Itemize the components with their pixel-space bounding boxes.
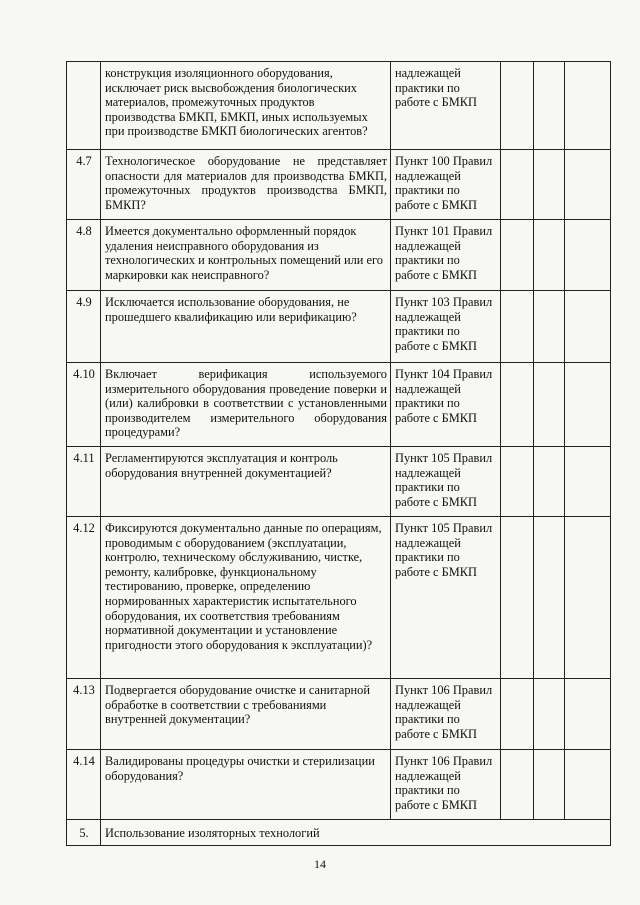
answer-cell-yes[interactable]	[501, 62, 534, 150]
table-row	[67, 62, 611, 150]
page-number: 14	[314, 857, 326, 871]
question-text: Валидированы процедуры очистки и стерилизации оборудования?	[101, 750, 391, 820]
answer-cell-yes[interactable]	[501, 517, 534, 679]
answer-cell-no[interactable]	[534, 750, 565, 820]
answer-cell-note[interactable]	[565, 150, 611, 220]
question-text: Имеется документально оформленный порядок удаления неисправного оборудования из технологических и контрольных помещений или его маркировки как неисправного?	[101, 220, 391, 291]
answer-cell-no[interactable]	[534, 517, 565, 679]
table-row	[67, 447, 611, 517]
reference-text: Пункт 105 Правил надлежащей практики по работе с БМКП	[391, 447, 501, 517]
answer-cell-no[interactable]	[534, 363, 565, 447]
table-row	[67, 363, 611, 447]
answer-cell-yes[interactable]	[501, 363, 534, 447]
table-row	[67, 517, 611, 679]
item-number: 4.13	[67, 679, 101, 750]
item-number: 4.12	[67, 517, 101, 679]
question-text: Подвергается оборудование очистке и санитарной обработке в соответствии с требованиями внутренней документации?	[101, 679, 391, 750]
reference-text: Пункт 106 Правил надлежащей практики по работе с БМКП	[391, 750, 501, 820]
answer-cell-no[interactable]	[534, 150, 565, 220]
reference-text: Пункт 103 Правил надлежащей практики по работе с БМКП	[391, 291, 501, 363]
answer-cell-yes[interactable]	[501, 750, 534, 820]
answer-cell-note[interactable]	[565, 363, 611, 447]
answer-cell-no[interactable]	[534, 447, 565, 517]
answer-cell-no[interactable]	[534, 291, 565, 363]
reference-text: надлежащей практики по работе с БМКП	[391, 62, 501, 150]
reference-text: Пункт 105 Правил надлежащей практики по работе с БМКП	[391, 517, 501, 679]
item-number: 4.9	[67, 291, 101, 363]
question-text: Регламентируются эксплуатация и контроль оборудования внутренней документацией?	[101, 447, 391, 517]
table-row	[67, 679, 611, 750]
answer-cell-no[interactable]	[534, 220, 565, 291]
answer-cell-note[interactable]	[565, 220, 611, 291]
answer-cell-yes[interactable]	[501, 679, 534, 750]
question-text: Технологическое оборудование не представляет опасности для материалов для производства БМКП, промежуточных продуктов производства БМКП, БМКП?	[101, 150, 391, 220]
answer-cell-no[interactable]	[534, 679, 565, 750]
item-number: 4.14	[67, 750, 101, 820]
table-row	[67, 291, 611, 363]
item-number: 4.11	[67, 447, 101, 517]
table-row	[67, 750, 611, 820]
answer-cell-note[interactable]	[565, 679, 611, 750]
section-row	[67, 820, 611, 846]
item-number: 4.10	[67, 363, 101, 447]
answer-cell-yes[interactable]	[501, 447, 534, 517]
checklist-table	[66, 61, 611, 846]
answer-cell-no[interactable]	[534, 62, 565, 150]
answer-cell-note[interactable]	[565, 517, 611, 679]
question-text: Включает верификация используемого измерительного оборудования проведение поверки и (или) калибровки в соответствии с установленными производителем измерительного оборудования процедурами?	[101, 363, 391, 447]
item-number: 4.7	[67, 150, 101, 220]
question-text: Фиксируются документально данные по операциям, проводимым с оборудованием (эксплуатации, контролю, техническому обслуживанию, чистке, ремонту, калибровке, функциональному тестированию, проверке, определению нормированных характеристик испытательного оборудования, их соответствия требованиям нормативной документации и установление пригодности этого оборудования к эксплуатации)?	[101, 517, 391, 679]
answer-cell-note[interactable]	[565, 62, 611, 150]
answer-cell-note[interactable]	[565, 750, 611, 820]
table-row	[67, 150, 611, 220]
item-number: 4.8	[67, 220, 101, 291]
answer-cell-note[interactable]	[565, 447, 611, 517]
question-text: конструкция изоляционного оборудования, исключает риск высвобождения биологических материалов, промежуточных продуктов производства БМКП, БМКП, иных используемых при производстве БМКП биологических агентов?	[101, 62, 391, 150]
answer-cell-yes[interactable]	[501, 291, 534, 363]
reference-text: Пункт 106 Правил надлежащей практики по работе с БМКП	[391, 679, 501, 750]
section-number: 5.	[67, 820, 101, 846]
reference-text: Пункт 104 Правил надлежащей практики по работе с БМКП	[391, 363, 501, 447]
reference-text: Пункт 101 Правил надлежащей практики по работе с БМКП	[391, 220, 501, 291]
answer-cell-yes[interactable]	[501, 220, 534, 291]
question-text: Исключается использование оборудования, не прошедшего квалификацию или верификацию?	[101, 291, 391, 363]
section-title: Использование изоляторных технологий	[101, 820, 611, 846]
answer-cell-yes[interactable]	[501, 150, 534, 220]
reference-text: Пункт 100 Правил надлежащей практики по работе с БМКП	[391, 150, 501, 220]
item-number	[67, 62, 101, 150]
table-row	[67, 220, 611, 291]
answer-cell-note[interactable]	[565, 291, 611, 363]
